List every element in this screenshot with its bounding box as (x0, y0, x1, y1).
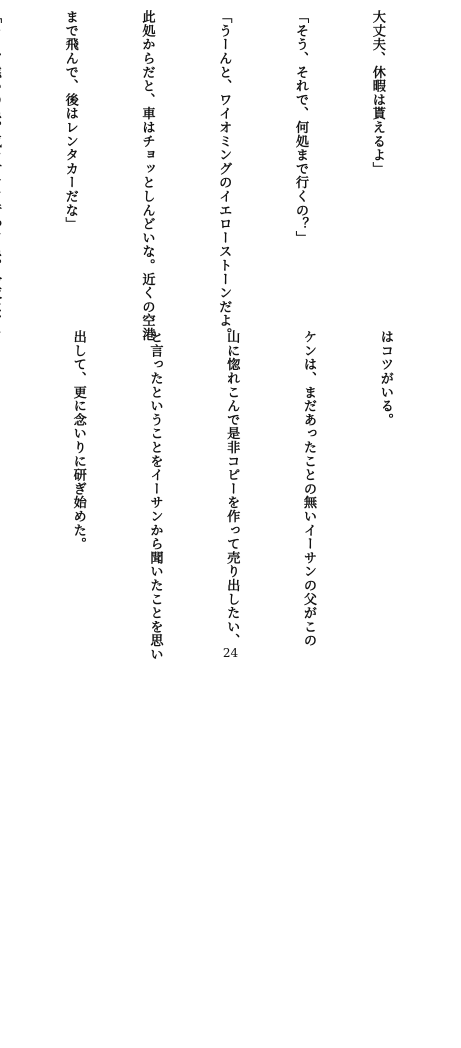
upper-text-block (0, 10, 441, 342)
text-line: はコツがいる。 (377, 330, 393, 427)
page-number: 24 (222, 646, 239, 660)
text-line: 山に惚れこんで是非コピーを作って売り出したい、 (224, 330, 240, 648)
text-line: 「うーんと、ワイオミングのイエローストーンだよ。 (216, 10, 232, 342)
text-line: まで飛んで、後はレンタカーだな」 (62, 10, 78, 231)
text-line: 大丈夫、休暇は貰えるよ」 (369, 10, 385, 176)
text-line: と言ったということをイーサンから聞いたことを思い (147, 330, 163, 662)
text-line: ケンは、まだあったことの無いイーサンの父がこの (301, 330, 317, 648)
text-line: 此処からだと、車はチョッとしんどいな。近くの空港 (139, 10, 155, 342)
text-line: 「そう、それで、何処まで行くの？」 (293, 10, 309, 245)
text-line: 出して、更に念いりに研ぎ始めた。 (70, 330, 86, 551)
text-line (0, 10, 6, 316)
